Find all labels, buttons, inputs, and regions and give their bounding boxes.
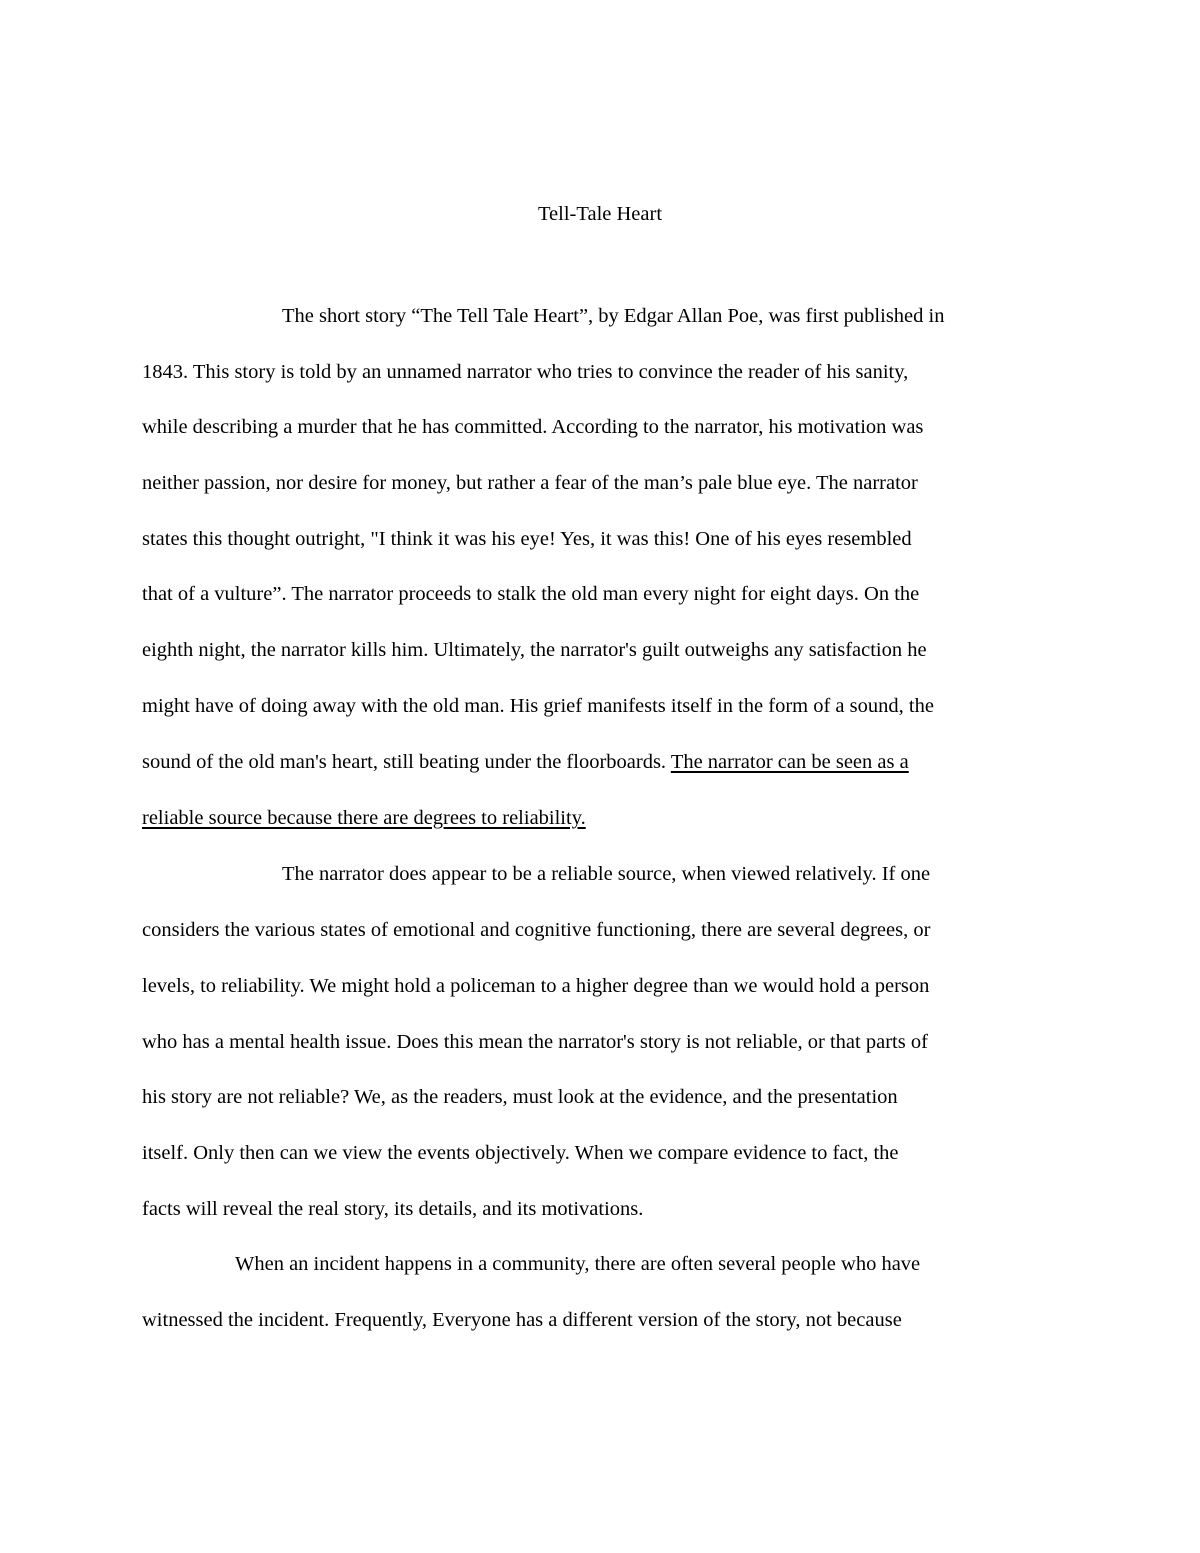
paragraph-1-line-5: states this thought outright, "I think it was his eye! Yes, it was this! One of his eyes resembled <box>142 528 912 550</box>
paragraph-1-line-7: eighth night, the narrator kills him. Ultimately, the narrator's guilt outweighs any satisfaction he <box>142 639 927 661</box>
paragraph-3-line-2: witnessed the incident. Frequently, Everyone has a different version of the story, not because <box>142 1309 902 1331</box>
paragraph-2-line-1: The narrator does appear to be a reliable source, when viewed relatively. If one <box>282 863 931 885</box>
paragraph-3-line-1: When an incident happens in a community, there are often several people who have <box>235 1253 921 1275</box>
thesis-underlined-part-1: The narrator can be seen as a <box>670 751 909 773</box>
document-title: Tell-Tale Heart <box>537 203 663 225</box>
line-9-text: sound of the old man's heart, still beating under the floorboards. <box>142 751 671 773</box>
paragraph-2-line-5: his story are not reliable? We, as the readers, must look at the evidence, and the presentation <box>142 1086 898 1108</box>
paragraph-1-line-8: might have of doing away with the old man. His grief manifests itself in the form of a sound, the <box>142 695 934 717</box>
paragraph-2-line-6: itself. Only then can we view the events objectively. When we compare evidence to fact, the <box>142 1142 899 1164</box>
paragraph-1-line-2: 1843. This story is told by an unnamed narrator who tries to convince the reader of his sanity, <box>142 361 909 383</box>
paragraph-1-line-6: that of a vulture”. The narrator proceeds to stalk the old man every night for eight days. On the <box>142 583 920 605</box>
paragraph-2-line-7: facts will reveal the real story, its details, and its motivations. <box>142 1198 644 1220</box>
paragraph-1-line-4: neither passion, nor desire for money, but rather a fear of the man’s pale blue eye. The narrator <box>142 472 918 494</box>
paragraph-1-line-9 <box>142 748 909 776</box>
thesis-underlined-part-2: reliable source because there are degrees to reliability. <box>142 807 586 829</box>
paragraph-2-line-4: who has a mental health issue. Does this mean the narrator's story is not reliable, or that parts of <box>142 1031 928 1053</box>
paragraph-1-line-3: while describing a murder that he has committed. According to the narrator, his motivation was <box>142 416 924 438</box>
paragraph-2-line-3: levels, to reliability. We might hold a policeman to a higher degree than we would hold a person <box>142 975 930 997</box>
paragraph-2-line-2: considers the various states of emotional and cognitive functioning, there are several degrees, or <box>142 919 931 941</box>
paragraph-1-line-1: The short story “The Tell Tale Heart”, by Edgar Allan Poe, was first published in <box>282 305 945 327</box>
